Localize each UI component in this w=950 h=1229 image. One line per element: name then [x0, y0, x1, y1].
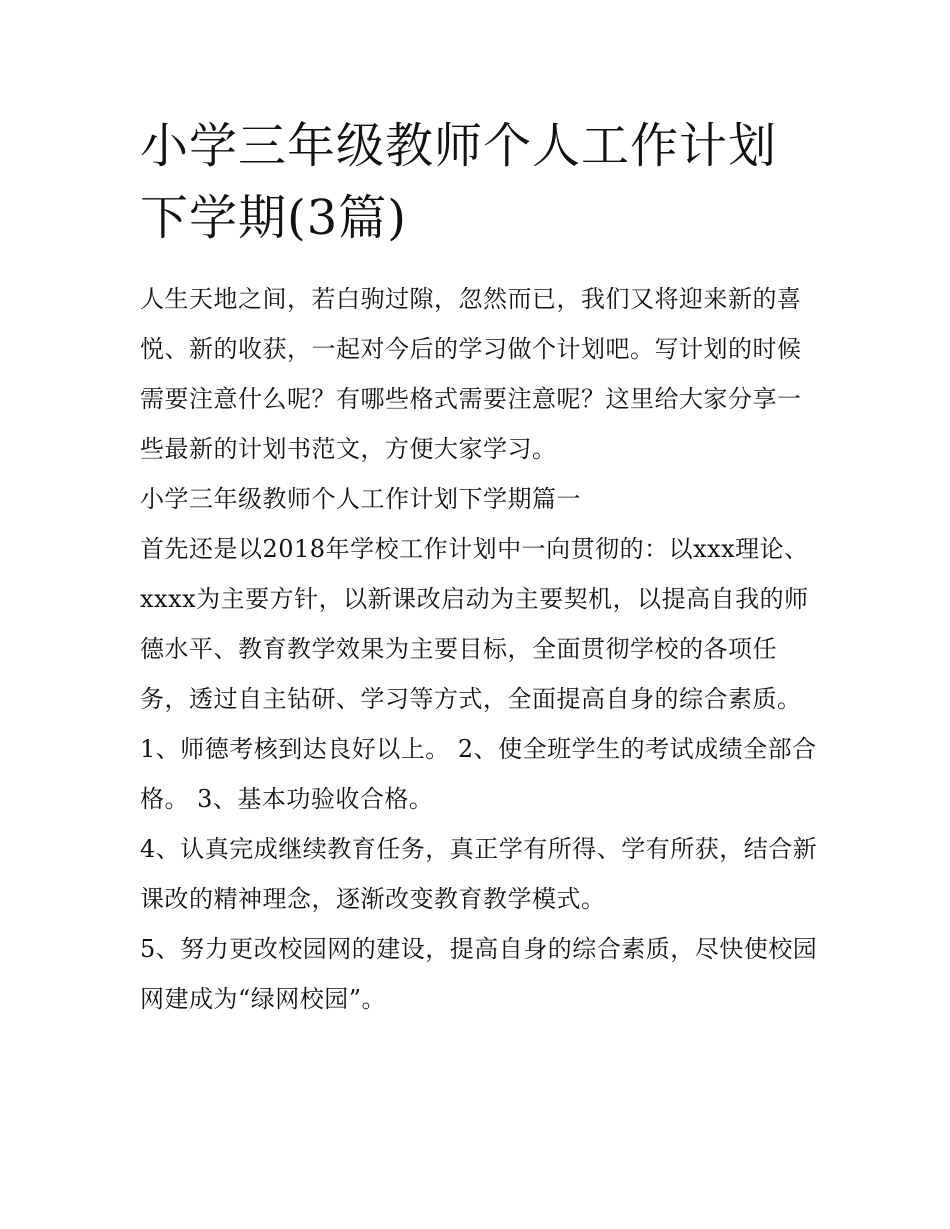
intro-paragraph: 人生天地之间，若白驹过隙，忽然而已，我们又将迎来新的喜悦、新的收获，一起对今后的学习做个计划吧。写计划的时候需要注意什么呢？有哪些格式需要注意呢？这里给大家分享一些最新的计划书范文，方便大家学习。	[140, 285, 802, 463]
body-paragraph: 首先还是以2018年学校工作计划中一向贯彻的：以xxx理论、xxxx为主要方针，以新课改启动为主要契机，以提高自我的师德水平、教育教学效果为主要目标，全面贯彻学校的各项任务，透过自主钻研、学习等方式，全面提高自身的综合素质。	[140, 535, 809, 713]
document-title: 小学三年级教师个人工作计划下学期(3篇)	[140, 118, 778, 246]
section-heading: 小学三年级教师个人工作计划下学期篇一	[140, 485, 581, 513]
list-item: 4、认真完成继续教育任务，真正学有所得、学有所获，结合新课改的精神理念，逐渐改变教育教学模式。	[140, 835, 818, 913]
list-item: 1、师德考核到达良好以上。 2、使全班学生的考试成绩全部合格。 3、基本功验收合格。	[140, 735, 817, 813]
document-body	[140, 110, 820, 1024]
list-item: 5、努力更改校园网的建设，提高自身的综合素质，尽快使校园网建成为“绿网校园”。	[140, 935, 818, 1013]
